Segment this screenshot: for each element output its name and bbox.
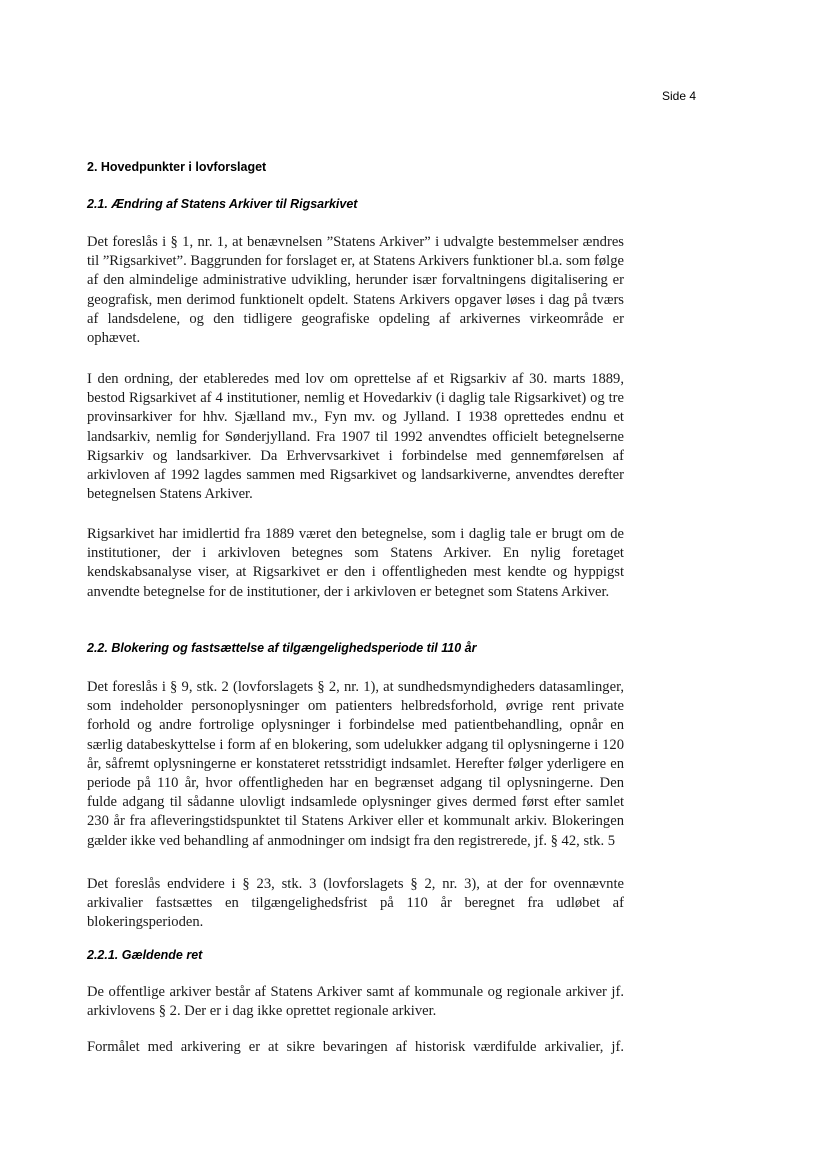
paragraph-access-period: Det foreslås endvidere i § 23, stk. 3 (lovforslagets § 2, nr. 3), at der for ovennævnte arkivalier fastsættes en tilgængelighedsfrist på 110 år beregnet fra udløbet af blokeringsperioden. (87, 876, 624, 931)
page-number: Side 4 (662, 89, 697, 103)
paragraph-name-change: Det foreslås i § 1, nr. 1, at benævnelsen ”Statens Arkiver” i udvalgte bestemmelser ændres til ”Rigsarkivet”. Baggrunden for forslaget er, at Statens Arkivers funktioner bl.a. som følge af den almindelige administrative udvikling, herunder især forvaltningens digitalisering er geografisk, men derimod funktionelt opdelt. Statens Arkivers opgaver løses i dag på tværs af landsdelene, og den tidligere geografiske opdeling af arkivernes virkeområde er ophævet. (87, 234, 624, 347)
paragraph-purpose: Formålet med arkivering er at sikre bevaringen af historisk værdifulde arkivalier, jf. (87, 1039, 624, 1055)
paragraph-history: I den ordning, der etableredes med lov om oprettelse af et Rigsarkiv af 30. marts 1889, bestod Rigsarkivet af 4 institutioner, nemlig et Hovedarkiv (i daglig tale Rigsarkivet) og tre provinsarkiver for hhv. Sjælland mv., Fyn mv. og Jylland. I 1938 oprettedes endnu et landsarkiv, nemlig for Sønderjylland. Fra 1907 til 1992 anvendtes officielt betegnelserne Rigsarkiv og landsarkiver. Da Erhvervsarkivet i forbindelse med gennemførelsen af arkivloven af 1992 lagdes sammen med Rigsarkivet og landsarkiverne, anvendtes derefter betegnelsen Statens Arkiver. (87, 371, 624, 503)
section-heading-2-1: 2.1. Ændring af Statens Arkiver til Rigsarkivet (87, 197, 358, 211)
paragraph-blocking: Det foreslås i § 9, stk. 2 (lovforslagets § 2, nr. 1), at sundhedsmyndigheders datasamlinger, som indeholder personoplysninger om patienters helbredsforhold, øvrige rent private forhold og andre fortrolige oplysninger i forbindelse med patientbehandling, opnår en særlig databeskyttelse i form af en blokering, som udelukker adgang til oplysningerne i 120 år, såfremt oplysningerne er konstateret retsstridigt indsamlet. Herefter følger yderligere en periode på 110 år, hvor offentligheden har en begrænset adgang til oplysningerne. Den fulde adgang til sådanne ulovligt indsamlede oplysninger gives dermed først efter samlet 230 år fra afleveringstidspunktet til Statens Arkiver eller et kommunalt arkiv. Blokeringen gælder ikke ved behandling af anmodninger om indsigt fra den registrerede, jf. § 42, stk. 5 (87, 679, 624, 849)
section-heading-2: 2. Hovedpunkter i lovforslaget (87, 160, 267, 174)
paragraph-rigsarkivet-usage: Rigsarkivet har imidlertid fra 1889 været den betegnelse, som i daglig tale er brugt om de institutioner, der i arkivloven betegnes som Statens Arkiver. En nylig foretaget kendskabsanalyse viser, at Rigsarkivet er den i offentligheden mest kendte og hyppigst anvendte betegnelse for de institutioner, der i arkivloven er betegnet som Statens Arkiver. (87, 526, 624, 600)
section-heading-2-2: 2.2. Blokering og fastsættelse af tilgængelighedsperiode til 110 år (87, 641, 477, 655)
section-heading-2-2-1: 2.2.1. Gældende ret (87, 948, 203, 962)
paragraph-public-archives: De offentlige arkiver består af Statens Arkiver samt af kommunale og regionale arkiver jf. arkivlovens § 2. Der er i dag ikke oprettet regionale arkiver. (87, 984, 624, 1020)
